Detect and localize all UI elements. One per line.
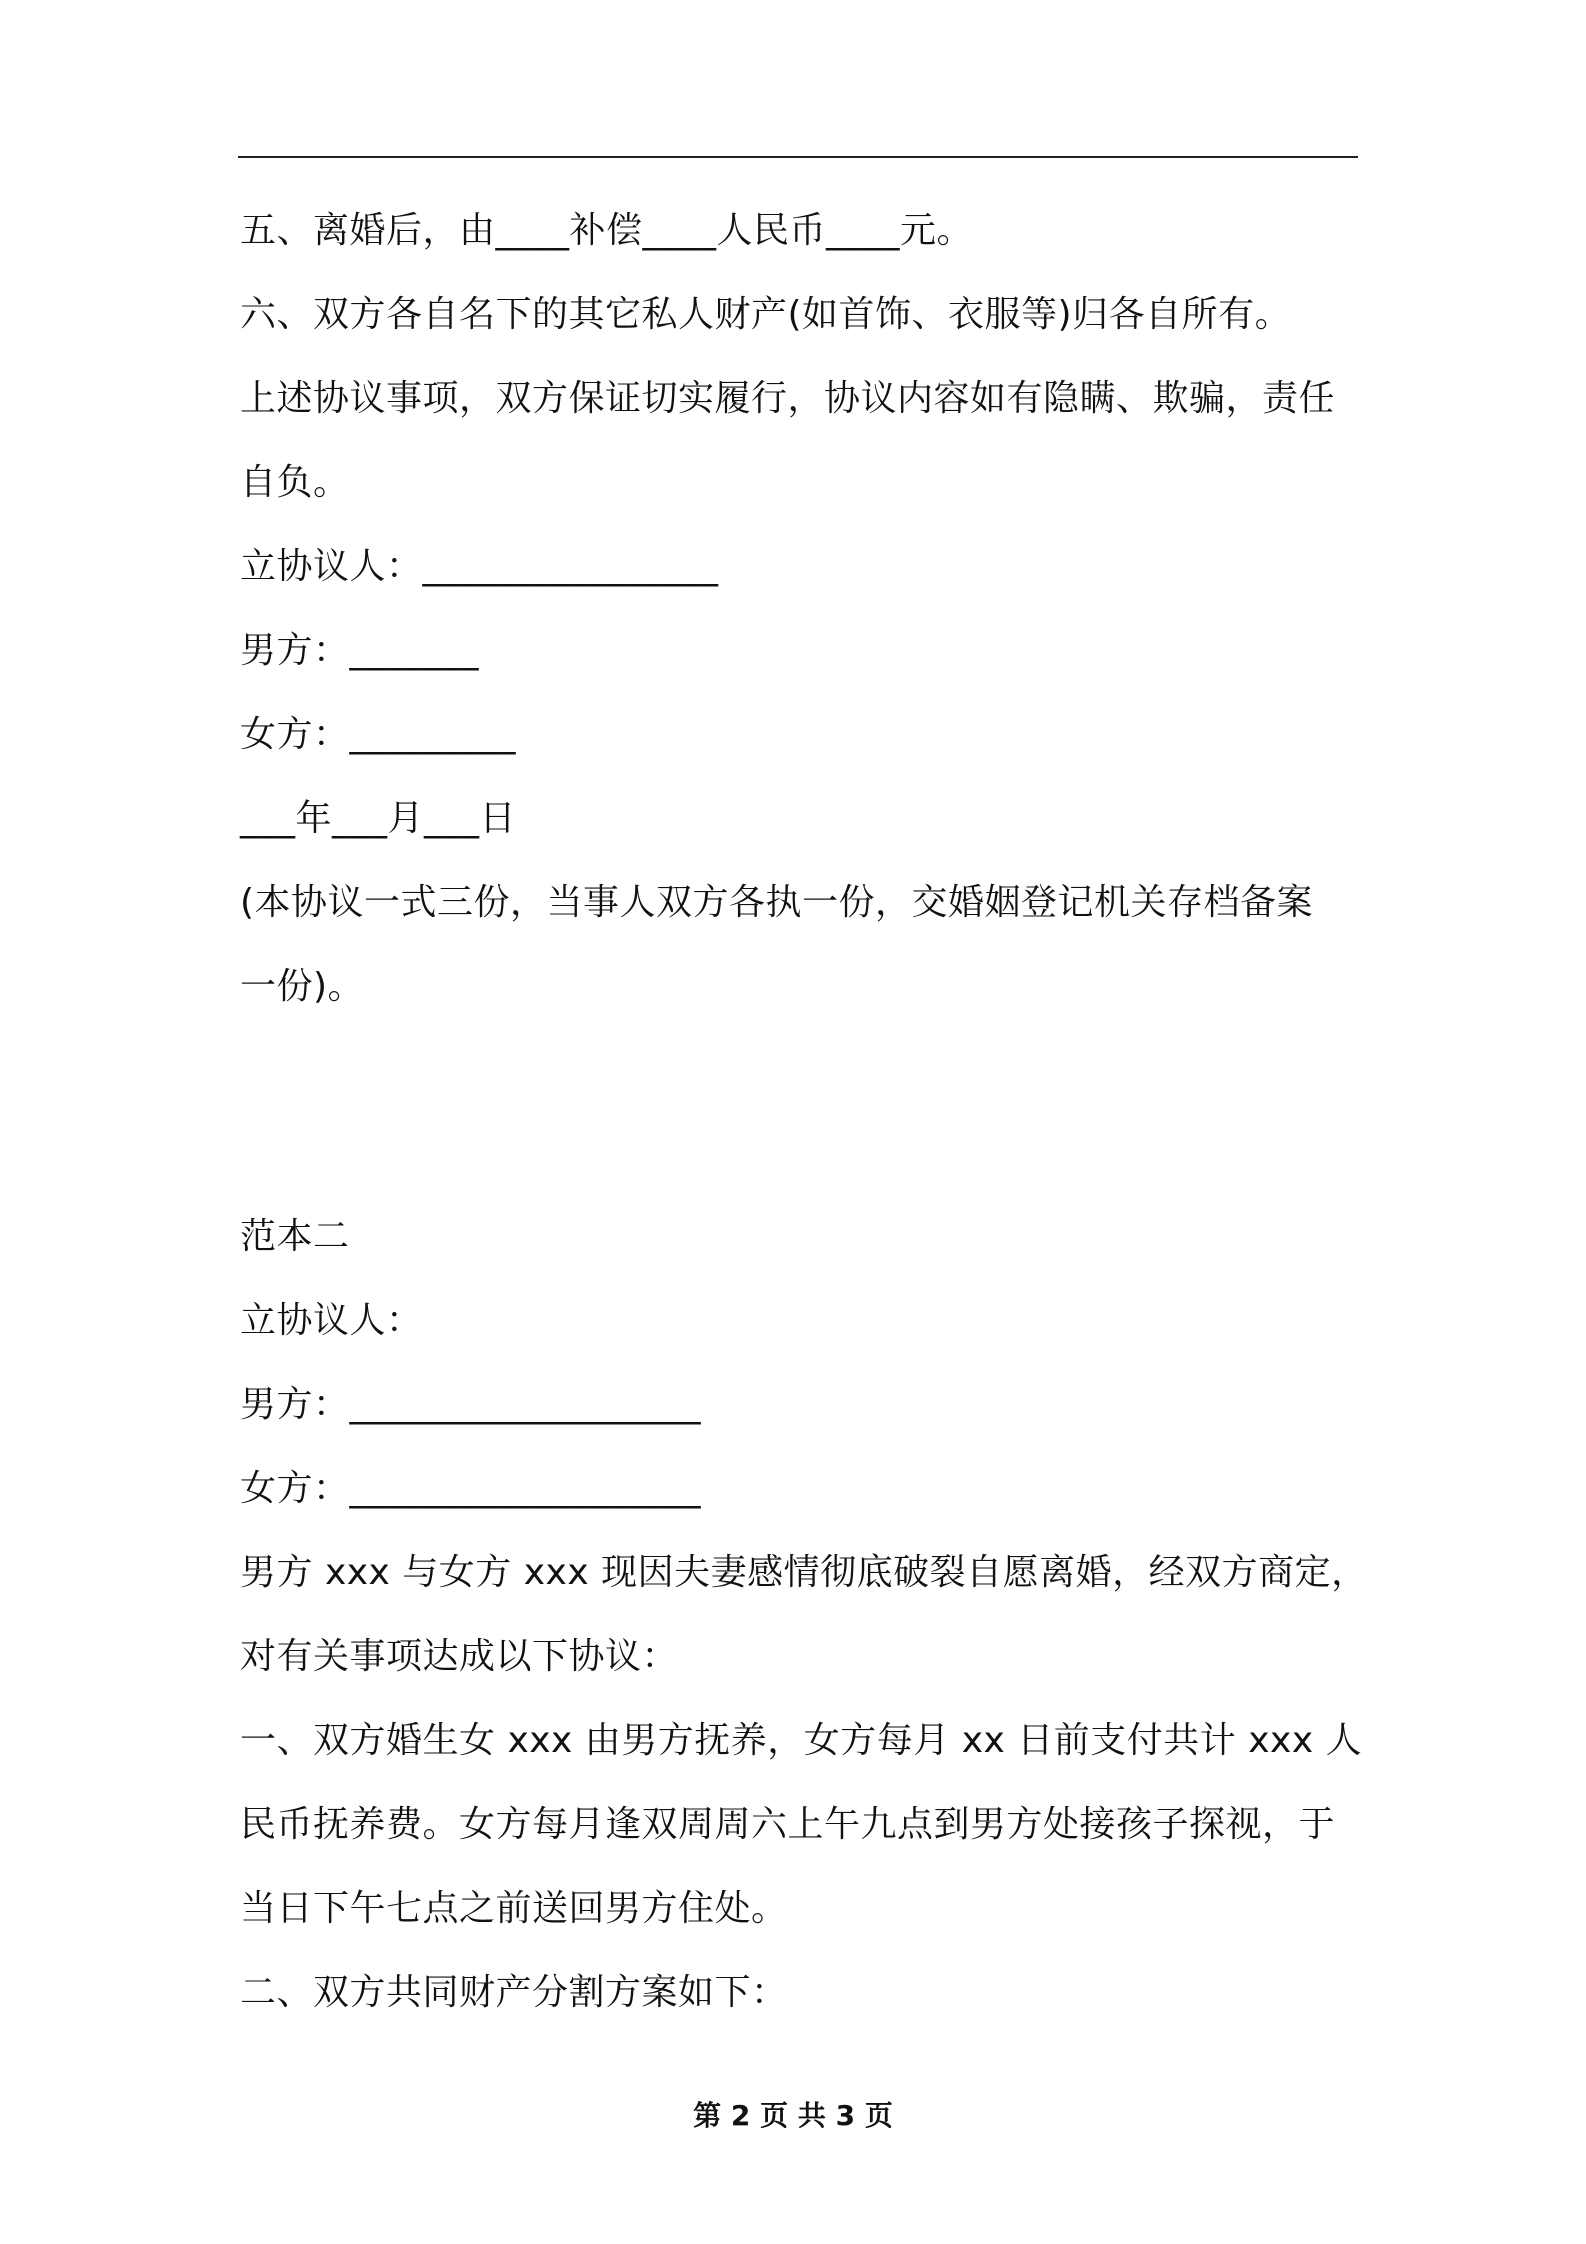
page-number: 第 2 页 共 3 页 xyxy=(693,2099,893,2132)
copies-note-line-1: (本协议一式三份，当事人双方各执一份，交婚姻登记机关存档备案 xyxy=(240,882,1314,923)
date-line: ___年___月___日 xyxy=(240,798,517,839)
man-signature-line: 男方：_______ xyxy=(240,630,480,671)
commitment-line-2: 自负。 xyxy=(240,462,350,503)
sample-two-intro-line-2: 对有关事项达成以下协议： xyxy=(240,1636,679,1677)
clause-six: 六、双方各自名下的其它私人财产(如首饰、衣服等)归各自所有。 xyxy=(240,294,1292,335)
copies-note-line-2: 一份)。 xyxy=(240,966,365,1007)
commitment-line-1: 上述协议事项，双方保证切实履行，协议内容如有隐瞒、欺骗，责任 xyxy=(240,378,1336,419)
sample-two-intro-line-1: 男方 xxx 与女方 xxx 现因夫妻感情彻底破裂自愿离婚，经双方商定， xyxy=(240,1552,1368,1593)
signatory-line: 立协议人：________________ xyxy=(240,546,719,587)
sample-two-item-one-line-2: 民币抚养费。女方每月逢双周周六上午九点到男方处接孩子探视，于 xyxy=(240,1804,1336,1845)
sample-two-item-two-line-1: 二、双方共同财产分割方案如下： xyxy=(240,1972,788,2013)
sample-two-item-one-line-1: 一、双方婚生女 xxx 由男方抚养，女方每月 xx 日前支付共计 xxx 人 xyxy=(240,1720,1363,1761)
sample-two-item-one-line-3: 当日下午七点之前送回男方住处。 xyxy=(240,1888,788,1929)
sample-two-man-line: 男方：___________________ xyxy=(240,1384,702,1425)
header-divider xyxy=(238,156,1358,158)
sample-two-woman-line: 女方：___________________ xyxy=(240,1468,702,1509)
clause-five: 五、离婚后，由____补偿____人民币____元。 xyxy=(240,210,974,251)
woman-signature-line: 女方：_________ xyxy=(240,714,517,755)
sample-two-heading: 范本二 xyxy=(240,1216,350,1257)
sample-two-signatory: 立协议人： xyxy=(240,1300,423,1341)
